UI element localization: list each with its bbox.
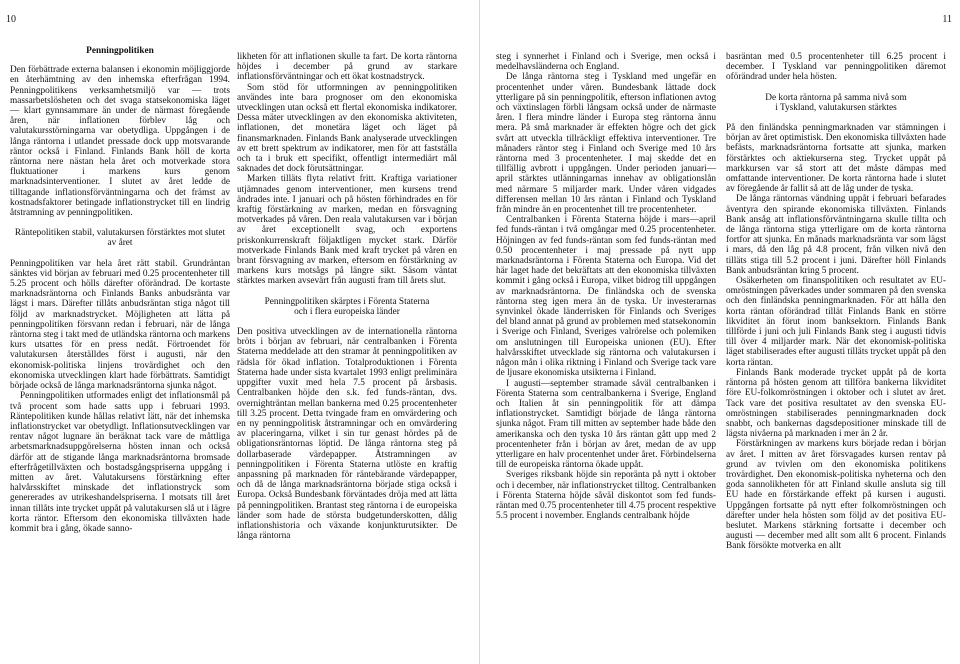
section-heading: Penningpolitiken — [86, 46, 154, 56]
column-3 — [496, 52, 716, 521]
paragraph: likheten för att inflationen skulle ta fart. De korta räntorna höjdes i december på grund av starkare inflationsförväntningar och ett ökat kostnadstryck. — [237, 52, 457, 83]
paragraph: De långa räntorna steg i Tyskland med ungefär en procentenhet under våren. Bundesbank lättade dock ytterligare på sin penningpolitik, efterson inflationen avtog och växtinslagen förbli långsam också under de närmaste åren. I flera mindre länder i Europa steg räntorna ännu mera. På små marknader är effekten högre och det gick svårt att utveckla tillräckligt effektiva interventioner. Tre månaders räntor steg i Finland och Sverige med 10 års räntorna med 3 procentenheter. I maj skedde det en tillfällig avbrott i uppgången. Under perioden januari—april stärktes utlänningarnas innehav av obligationslån med närmare 5 miljarder mark. Under våren vidgades differensen mellan 10 års räntan i Finland och Tyskland från mindre än en procentenhet till tre procentenheter. — [496, 72, 716, 216]
paragraph: Penningpolitiken utformades enligt det inflationsmål på två procent som hade satts upp i februari 1993. Räntepolitiken kunde hållas relativt lätt, när det inhemska inflationstrycket var obetydligt. Inflationsutvecklingen var rentav något lugnare än beräknat tack vare de måttliga arbetsmarknadsuppgörelserna hösten innan och också därför att de stigande långa marknadsräntorna bromsade efterfrågetillväxten och bostadsgångspriserna uppgång i mitten av året. Valutakursens förstärkning efter halvårsskiftet minskade det inflationstryck som genererades av utrikeshandelspriserna. I motsats till året innan tillåts inte trycket uppåt på valutakursen slå ut i lägre korta räntor. Eftersom den ekonomiska tillväxten hade kommit bra i gång, ökade sanno- — [10, 391, 230, 534]
paragraph: I augusti—september stramade såväl centralbanken i Förenta Staterna som centralbankerna i Sverige, England och Italien åt sin penningpolitik för att dämpa inflationstrycket. Samtidigt började de långa räntorna sjunka något. Fram till mitten av september hade både den amerikanska och den tyska 10 års räntan gått upp med 2 procentenheter från i början av året, medan de av upp ytterligare en halv procentenhet under året. Förbindelserna till de europeiska räntorna ökade uppåt. — [496, 378, 716, 471]
subsection-heading: Räntepolitiken stabil, valutakursen förstärktes mot slutet av året — [14, 228, 226, 249]
paragraph: Centralbanken i Förenta Staterna höjde i mars—april fed funds-räntan i två omgångar med 0.25 procentenheter. Höjningen av fed funds-räntan som fed funds-räntan med 0.50 procentenheter i maj pressade på nytt upp marknadsräntorna i Förenta Staterna och Europa. Vid det här laget hade det bekräftats att den ekonomiska tillväxten kommit i gång också i Europa, vilket bidrog till uppgången av marknadsräntorna. De finländska och de svenska räntorna steg igen mera än de tyska. Ur investerarnas synvinkel ökade länderrisken för Finlands och Sveriges del bland annat på grund av problemen med statsekonomin i Sverige och Finland, Sveriges valrörelse och polemiken om anslutningen till Europeiska unionen (EU). Efter halvårsskiftet utvecklade sig räntorna och valutakursen i någon mån i olika riktning i Finland och Sverige tack vare de ljusare ekonomiska utsikterna i Finland. — [496, 215, 716, 379]
paragraph: På den finländska penningmarknaden var stämningen i början av året optimistisk. Den ekonomiska tillväxten hade befästs, marknadsräntorna fortsatte att sjunka, marken förstärktes och aktiekurserna steg. Trycket uppåt på markkursen var så stort att det måste dämpas med omfattande interventioner. De korta räntorna hade i slutet av föregående år fallit så att de låg under de tyska. — [726, 123, 946, 195]
paragraph: Marken tilläts flyta relativt fritt. Kraftiga variationer utjämnades genom interventioner, men kursens trend ändrades inte. I januari och på hösten förhindrades en för kraftig förstärkning av marken, medan en försvagning motverkades på våren. Den reala valutakursen var i början av året exceptionellt svag, och exportens priskonkurrenskraft följaktligen mycket stark. Därför motverkade Finlands Bank med kraft trycket på våren en brant försvagning av marken, eftersom en förstärkning av markens kurs motsågs på längre sikt. Säsom väntat stärktes marken avsevärt från augusti fram till årets slut. — [237, 174, 457, 287]
paragraph: Den förbättrade externa balansen i ekonomin möjliggjorde en återhämtning av den inhemska efterfrågan 1994. Penningpolitikens verksamhetsmiljö var — trots massarbetslösheten och det svaga statsekonomiska läget — klart gynnsammare än under de närmast föregående åren, när inflationen förblev låg och valutakursstörningarna var obetydliga. Uppgången i de långa räntorna i utlandet pressade dock upp motsvarande räntor också i Finland. Finlands Bank höll de korta räntorna nere nästan hela året och motverkade stora fluktuationer i markens kurs genom marknadsinterventioner. I slutet av året ledde de tilltagande inflationsförväntningarna och det främst av kostnadsfaktorer betingade inflationstrycket till en lindrig åtstramning av penningpolitiken. — [10, 65, 230, 219]
page-number-right: 11 — [942, 14, 952, 25]
left-page — [0, 0, 478, 664]
right-page — [482, 0, 960, 664]
paragraph: De långa räntornas vändning uppåt i februari befarades äventyra den spirande ekonomiska tillväxten. Finlands Bank ansåg att inflationsförväntningarna skulle tillta och de långa räntorna stiga ytterligare om de korta räntorna fortfor att sjunka. En månads marknadsränta var som lägst i mars, då den låg på 4.8 procent, från vilken nivå den tilläts stiga till 5.2 procent i juni. Därefter höll Finlands Bank anbudsräntan kring 5 procent. — [726, 194, 946, 276]
paragraph: basräntan med 0.5 procentenheter till 6.25 procent i december. I Tyskland var penningpolitiken däremot oförändrad under hela hösten. — [726, 52, 946, 83]
column-4 — [726, 52, 946, 552]
paragraph: Penningpolitiken var hela året rätt stabil. Grundräntan sänktes vid början av februari med 0.25 procentenheter till 5.25 procent och hölls därefter oförändrad. De kortaste marknadsräntorna och Finlands Banks anbudsränta var lägst i mars. Därefter tillåts anbudsräntan stiga något till följd av marknadstrycket. Möjligheten att lätta på penningpolitiken försvann redan i februari, när de långa räntorna steg i takt med de utländska räntorna och markens kurs utsattes för en press nedåt. Förtroendet för valutakursen återställdes först i augusti, när den ekonomisk-politiska linjens trovärdighet och den ekonomiska utvecklingen klart hade förbättrats. Samtidigt började också de långa marknadsräntorna sjunka något. — [10, 258, 230, 392]
paragraph: Osäkerheten om finanspolitiken och resultatet av EU-omröstningen påverkades under sommaren på den svenska och den finländska penningmarknaden. För att hålla den korta räntan oförändrad tillät Finlands Bank en större likviditet än förut inom banksektorn. Finlands Bank tillförde i juni och juli Finlands Bank steg i augusti tidvis till över 4 miljarder mark. När det ekonomisk-politiska läget stabiliserades efter augusti tilläts trycket uppåt på den korta räntan. — [726, 276, 946, 368]
page-number-left: 10 — [6, 14, 16, 25]
subsection-heading: De korta räntorna på samma nivå som i Tyskland, valutakursen stärktes — [765, 92, 907, 113]
paragraph: Den positiva utvecklingen av de internationella räntorna bröts i början av februari, när centralbanken i Förenta Staterna meddelade att den stramar åt penningpolitiken av rädsla för ökad inflation. Totalproduktionen i Förenta Staterna hade under sista kvartalet 1993 enligt preliminära uppgifter vuxit med hela 7.5 procent på årsbasis. Centralbanken höjde den s.k. fed funds-räntan, dvs. overnighträntan mellan bankerna med 0.25 procentenheter till 3.25 procent. Detta tvingade fram en omvärdering och en ny penningpolitisk åtstramningar och en omvärdering av placeringarna, vilket i sin tur genast hördes på de obligationsräntornas löptid. De långa räntorna steg på dollarbaserade värdepapper. Åtstramningen av penningpolitiken i Förenta Staterna utlöste en kraftig anpassning på marknaden för räntebärande värdepapper, och då de långa marknadsräntorna började stiga också i Europa. Också Bundesbank förväntades dröja med att lätta på penningpolitiken. Brantast steg räntorna i de europeiska länder som hade de största budgetunderskotten, dålig inflationshistoria och växande konjunkturutsikter. De långa räntorna — [237, 327, 457, 542]
column-2 — [237, 52, 457, 541]
paragraph: steg i synnerhet i Finland och i Sverige, men också i medelhavsländerna och England. — [496, 52, 716, 73]
subsection-heading: Penningpolitiken skärptes i Förenta Staterna och i flera europeiska länder — [264, 296, 430, 317]
page-gutter — [479, 0, 480, 664]
paragraph: Sveriges riksbank höjde sin reporänta på nytt i oktober och i december, när inflationstrycket tilltog. Centralbanken i Förenta Staterna höjde såväl diskontot som fed funds-räntan med 0.75 procentenheter till 4.75 procent respektive 5.5 procent i november. Englands centralbank höjde — [496, 470, 716, 522]
paragraph: Som stöd för utformningen av penningpolitiken användes inte bara prognoser om den ekonomiska utvecklingen utan också ett flertal ekonomiska indikatorer. Dessa mäter utvecklingen av den ekonomiska aktiviteten, inflationen, det monetära läget och läget på finansmarknaden. Finlands Bank analyserade utvecklingen av ett brett spektrum av indikatorer, men för att fastställa och ta i bruk ett specifikt, offentligt intermediärt mål saknades det dock förutsättningar. — [237, 82, 457, 175]
column-1 — [10, 46, 230, 534]
paragraph: Förstärkningen av markens kurs började redan i början av året. I mitten av året försvagades kursen rentav på grund av tvivlen om den ekonomiska politikens trovärdighet. Den ekonomisk-politiska nyheterna och den goda sannolikheten för att Finland skulle ansluta sig till EU hade en förstärkande effekt på kursen i augusti. Uppgången fortsatte på nytt efter folkomröstningen och därefter under hela hösten som följd av det positiva EU-beslutet. Markens stärkning fortsatte i december och augusti — december med allt som allt 6 procent. Finlands Bank försökte motverka en allt — [726, 439, 946, 552]
paragraph: Finlands Bank moderade trycket uppåt på de korta räntorna på hösten genom att tillföra bankerna likviditet före EU-folkomröstningen i oktober och i slutet av året. Tack vare det positiva resultatet av den svenska EU-omröstningen stabiliserades penningmarknaden dock snabbt, och bankernas dagsdepositioner minskade till de lägsta nivåerna på marknaden i mer än 2 år. — [726, 367, 946, 440]
